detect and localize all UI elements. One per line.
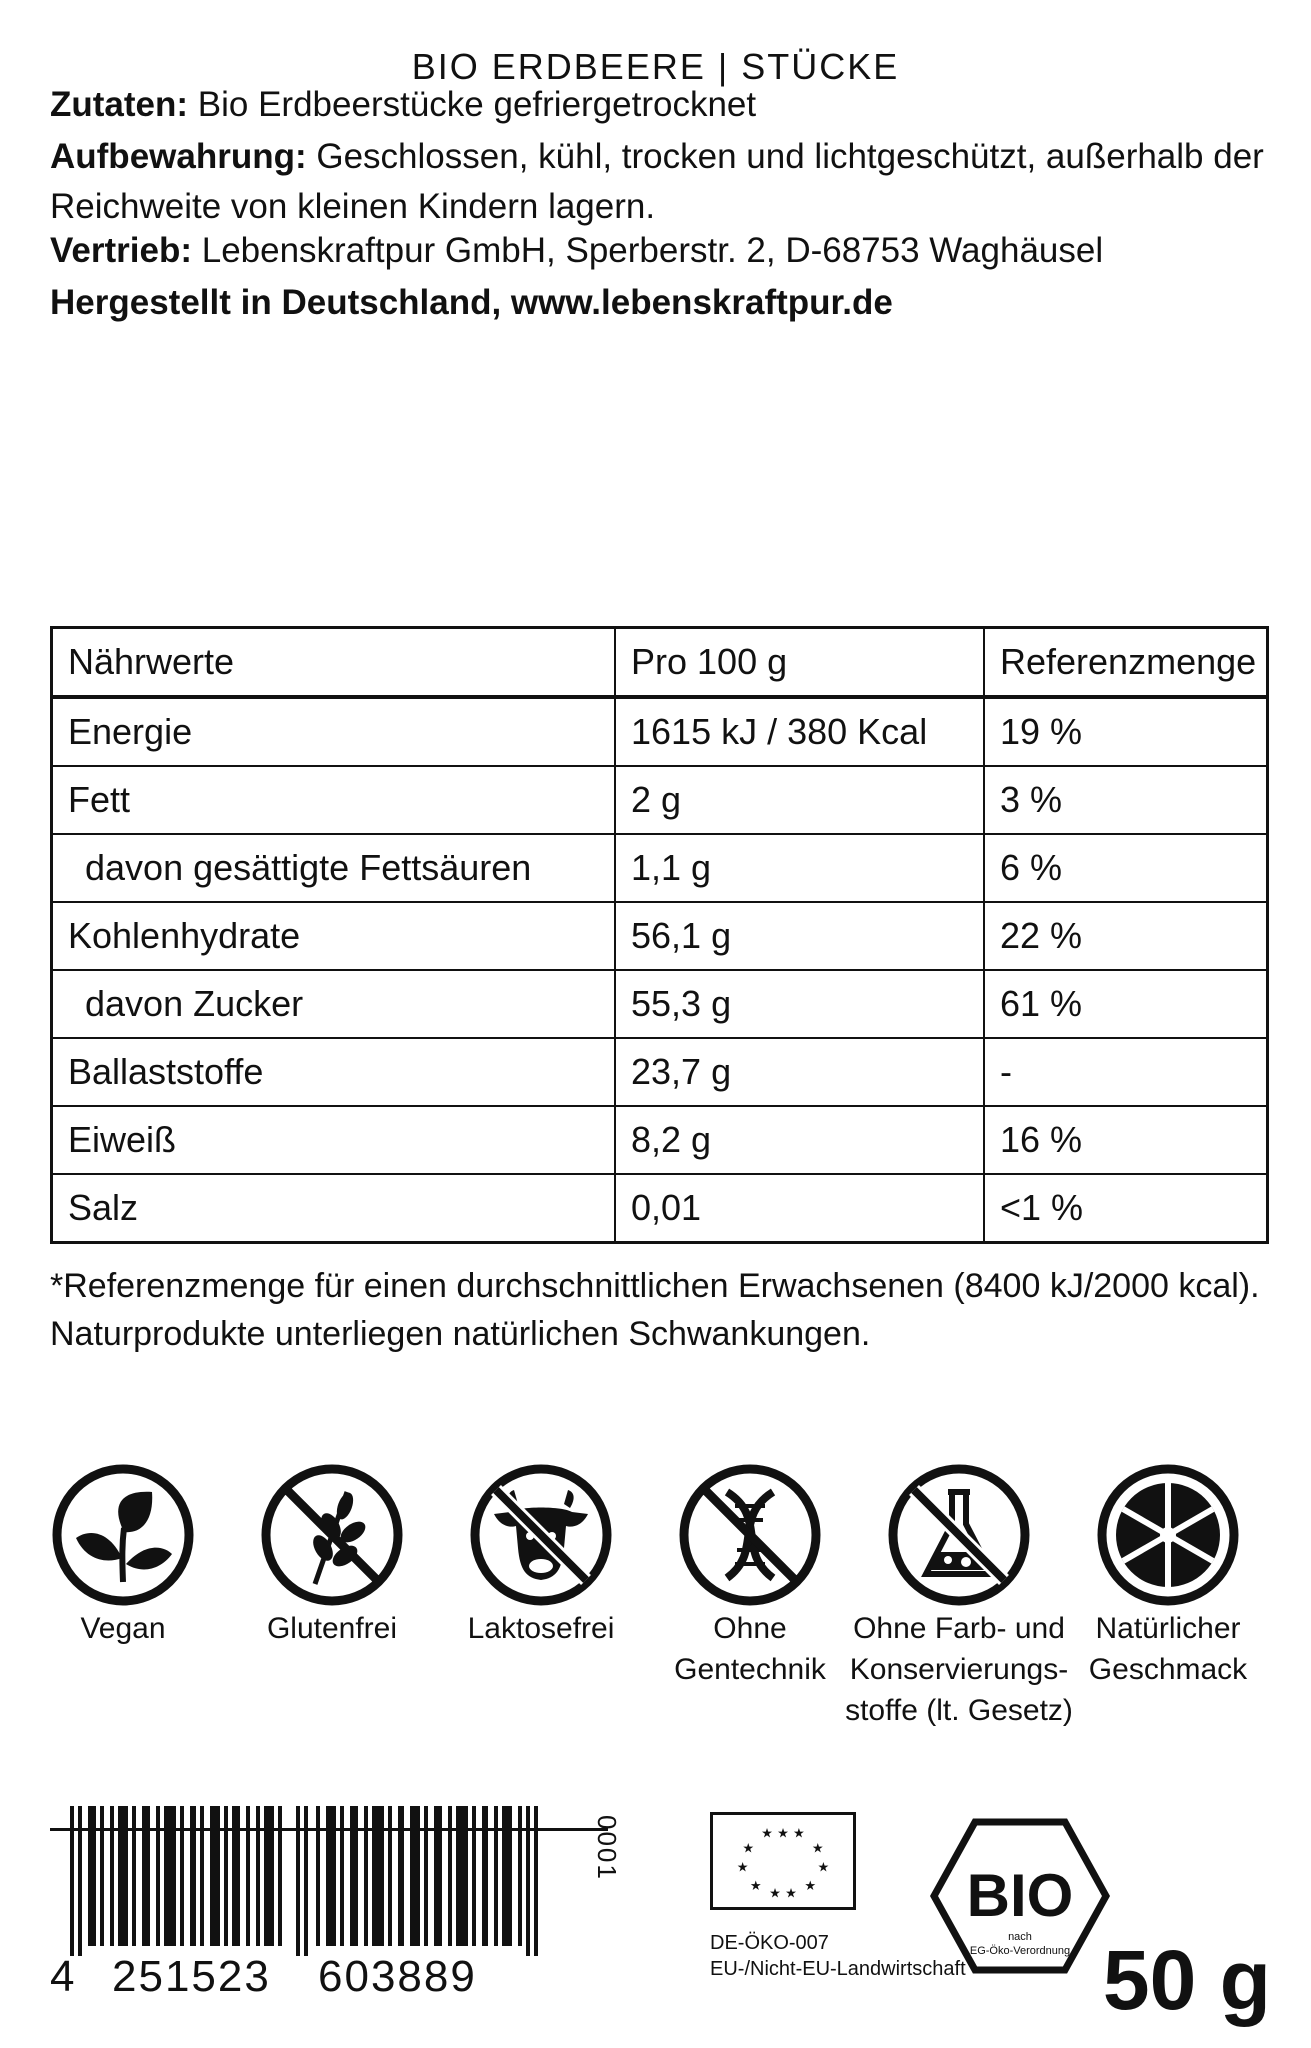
nutrient-reference: 3 % — [984, 766, 1268, 834]
nutrient-amount: 8,2 g — [615, 1106, 984, 1174]
nutrient-amount: 1,1 g — [615, 834, 984, 902]
nutrient-amount: 23,7 g — [615, 1038, 984, 1106]
table-row — [52, 1106, 1268, 1174]
bio-seal-sub1: nach — [1008, 1931, 1032, 1943]
bio-seal-hexagon-logo — [930, 1818, 1110, 1974]
nutrient-reference: 19 % — [984, 697, 1268, 766]
eu-organic-leaf-logo — [710, 1812, 856, 1910]
made-in-text: Hergestellt in Deutschland, www.lebenskraftpur.de — [50, 283, 893, 322]
label-line: Glutenfrei — [266, 1612, 398, 1645]
table-row — [52, 970, 1268, 1038]
header-referenzmenge: Referenzmenge — [984, 628, 1268, 698]
ingredients-line — [50, 80, 1270, 130]
eu-control-code: DE-ÖKO-007 — [710, 1932, 829, 1954]
label-line: Konservierungs- — [849, 1653, 1069, 1686]
footnote-natural-variation: Naturprodukte unterliegen natürlichen Schwankungen. — [50, 1315, 871, 1353]
nutrient-amount: 55,3 g — [615, 970, 984, 1038]
header-pro-100g: Pro 100 g — [615, 628, 984, 698]
product-title: BIO ERDBEERE | STÜCKE — [411, 46, 900, 87]
svg-text:★: ★ — [817, 1860, 830, 1876]
label-line: Natürlicher — [1095, 1612, 1241, 1645]
nutrient-amount: 1615 kJ / 380 Kcal — [615, 697, 984, 766]
label-line: Ohne — [713, 1612, 787, 1645]
header-naehrwerte: Nährwerte — [52, 628, 616, 698]
nutrient-name: Kohlenhydrate — [52, 902, 616, 970]
barcode-bars — [60, 1806, 580, 1956]
barcode-right-group: 603889 — [318, 1952, 477, 2001]
svg-text:★ ★: ★ ★ — [769, 1886, 797, 1902]
label-line: Geschmack — [1088, 1653, 1248, 1686]
no-gmo-icon — [677, 1462, 823, 1608]
bio-seal-text: BIO — [966, 1862, 1074, 1929]
nutrient-name: Energie — [52, 697, 616, 766]
bio-seal-sub2: EG-Öko-Verordnung — [969, 1945, 1071, 1957]
eu-organic-info — [710, 1930, 966, 1982]
svg-text:★: ★ — [811, 1841, 824, 1857]
icon-label-gentechnik — [635, 1608, 865, 1690]
gluten-free-icon — [259, 1462, 405, 1608]
nutrient-amount: 56,1 g — [615, 902, 984, 970]
table-row — [52, 1174, 1268, 1243]
icon-label-glutenfrei — [217, 1608, 447, 1649]
vegan-leaf-icon — [50, 1462, 196, 1608]
storage-label: Aufbewahrung: — [50, 137, 307, 176]
distribution-text: Lebenskraftpur GmbH, Sperberstr. 2, D-68753 Waghäusel — [192, 231, 1104, 270]
barcode-left-group: 251523 — [112, 1952, 271, 2001]
table-header-row — [52, 628, 1268, 698]
eu-agriculture-origin: EU-/Nicht-EU-Landwirtschaft — [710, 1958, 966, 1980]
nutrient-name: Eiweiß — [52, 1106, 616, 1174]
icon-label-vegan — [8, 1608, 238, 1649]
label-line: stoffe (lt. Gesetz) — [845, 1694, 1073, 1727]
svg-text:★: ★ — [736, 1860, 749, 1876]
ingredients-label: Zutaten: — [50, 85, 189, 124]
distribution-label: Vertrieb: — [50, 231, 192, 270]
made-in-line — [50, 278, 1270, 328]
barcode-addon-number: 0001 — [592, 1815, 622, 1881]
nutrient-name: davon gesättigte Fettsäuren — [52, 834, 616, 902]
icon-label-laktosefrei — [426, 1608, 656, 1649]
table-row — [52, 1038, 1268, 1106]
table-row — [52, 766, 1268, 834]
nutrient-reference: 6 % — [984, 834, 1268, 902]
nutrient-name: Ballaststoffe — [52, 1038, 616, 1106]
table-row — [52, 697, 1268, 766]
nutrient-reference: - — [984, 1038, 1268, 1106]
nutrient-reference: 16 % — [984, 1106, 1268, 1174]
nutrient-reference: <1 % — [984, 1174, 1268, 1243]
svg-text:★: ★ — [742, 1841, 755, 1857]
svg-text:★: ★ — [804, 1879, 817, 1895]
storage-line — [50, 132, 1270, 232]
nutrient-reference: 61 % — [984, 970, 1268, 1038]
nutrition-table — [50, 626, 1269, 1244]
footnote-reference: *Referenzmenge für einen durchschnittlichen Erwachsenen (8400 kJ/2000 kcal). — [50, 1267, 1260, 1305]
label-line: Vegan — [80, 1612, 166, 1645]
net-weight: 50 g — [1102, 1933, 1271, 2027]
no-additives-icon — [886, 1462, 1032, 1608]
label-line: Ohne Farb- und — [853, 1612, 1065, 1645]
nutrient-name: Salz — [52, 1174, 616, 1243]
nutrient-name: Fett — [52, 766, 616, 834]
distribution-line — [50, 226, 1270, 276]
barcode-first-digit: 4 — [50, 1952, 75, 2001]
table-row — [52, 902, 1268, 970]
icon-label-geschmack — [1053, 1608, 1283, 1690]
ingredients-text: Bio Erdbeerstücke gefriergetrocknet — [188, 85, 757, 124]
nutrient-amount: 2 g — [615, 766, 984, 834]
nutrient-amount: 0,01 — [615, 1174, 984, 1243]
label-line: Laktosefrei — [467, 1612, 615, 1645]
table-row — [52, 834, 1268, 902]
nutrient-name: davon Zucker — [52, 970, 616, 1038]
footnote — [50, 1262, 1280, 1358]
storage-text: Geschlossen, kühl, trocken und lichtgeschützt, außerhalb der Reichweite von kleinen Kindern lagern. — [50, 137, 1264, 226]
natural-taste-icon — [1095, 1462, 1241, 1608]
lactose-free-icon — [468, 1462, 614, 1608]
icon-label-farbstoffe — [844, 1608, 1074, 1731]
label-line: Gentechnik — [674, 1653, 826, 1686]
nutrient-reference: 22 % — [984, 902, 1268, 970]
svg-text:★ ★ ★: ★ ★ ★ — [761, 1826, 805, 1842]
svg-text:★: ★ — [749, 1879, 762, 1895]
